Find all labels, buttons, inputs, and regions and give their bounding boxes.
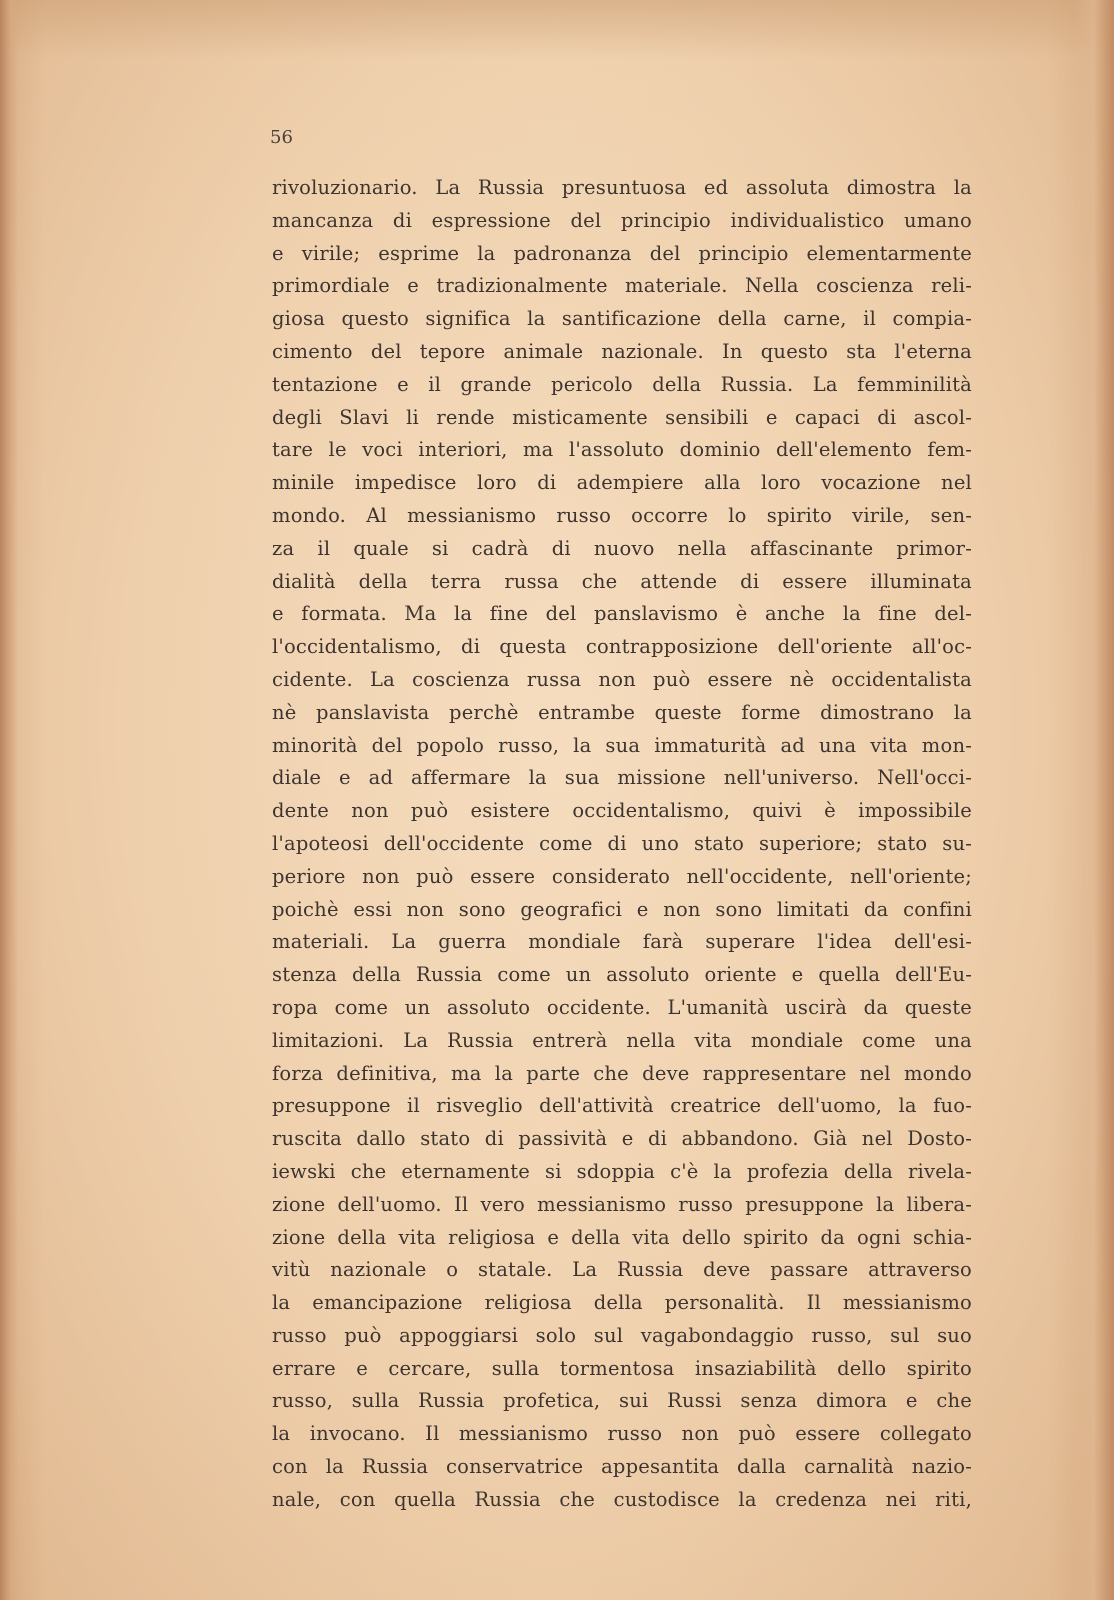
text-line: degli Slavi li rende misticamente sensibili e capaci di ascol- bbox=[272, 405, 972, 429]
text-line: cimento del tepore animale nazionale. In questo sta l'eterna bbox=[272, 339, 972, 363]
text-line: giosa questo significa la santificazione della carne, il compia- bbox=[272, 307, 972, 331]
page-number: 56 bbox=[270, 127, 293, 148]
text-line: dialità della terra russa che attende di essere illuminata bbox=[272, 569, 972, 593]
text-line: russo, sulla Russia profetica, sui Russi senza dimora e che bbox=[272, 1389, 972, 1413]
text-line: limitazioni. La Russia entrerà nella vita mondiale come una bbox=[272, 1028, 972, 1052]
text-line: l'apoteosi dell'occidente come di uno stato superiore; stato su- bbox=[272, 831, 972, 855]
text-line: dente non può esistere occidentalismo, quivi è impossibile bbox=[272, 799, 972, 823]
text-line: zione dell'uomo. Il vero messianismo russo presuppone la libera- bbox=[272, 1192, 972, 1216]
text-line: stenza della Russia come un assoluto oriente e quella dell'Eu- bbox=[272, 963, 972, 987]
text-line: e formata. Ma la fine del panslavismo è anche la fine del- bbox=[272, 602, 972, 626]
text-line: nè panslavista perchè entrambe queste forme dimostrano la bbox=[272, 700, 972, 724]
text-line: rivoluzionario. La Russia presuntuosa ed assoluta dimostra la bbox=[272, 176, 972, 199]
text-line: russo può appoggiarsi solo sul vagabondaggio russo, sul suo bbox=[272, 1323, 972, 1347]
text-line: la invocano. Il messianismo russo non può essere collegato bbox=[272, 1422, 972, 1446]
text-line: za il quale si cadrà di nuovo nella affascinante primor- bbox=[272, 536, 972, 560]
text-line: forza definitiva, ma la parte che deve rappresentare nel mondo bbox=[272, 1061, 972, 1085]
text-line: tentazione e il grande pericolo della Russia. La femminilità bbox=[272, 372, 972, 396]
page-right-edge bbox=[1074, 0, 1114, 1600]
text-line: materiali. La guerra mondiale farà superare l'idea dell'esi- bbox=[272, 930, 972, 954]
text-line: iewski che eternamente si sdoppia c'è la profezia della rivela- bbox=[272, 1159, 972, 1183]
text-line: e virile; esprime la padronanza del principio elementarmente bbox=[272, 241, 972, 265]
text-line: l'occidentalismo, di questa contrapposizione dell'oriente all'oc- bbox=[272, 635, 972, 659]
text-line: minile impedisce loro di adempiere alla loro vocazione nel bbox=[272, 471, 972, 495]
text-line: ropa come un assoluto occidente. L'umanità uscirà da queste bbox=[272, 995, 972, 1019]
text-line: la emancipazione religiosa della personalità. Il messianismo bbox=[272, 1291, 972, 1315]
text-line: ruscita dallo stato di passività e di abbandono. Già nel Dosto- bbox=[272, 1127, 972, 1151]
text-line: diale e ad affermare la sua missione nell'universo. Nell'occi- bbox=[272, 766, 972, 790]
text-line: con la Russia conservatrice appesantita dalla carnalità nazio- bbox=[272, 1455, 972, 1479]
page-left-edge bbox=[0, 0, 18, 1600]
text-line: mancanza di espressione del principio individualistico umano bbox=[272, 208, 972, 232]
text-line: vitù nazionale o statale. La Russia deve passare attraverso bbox=[272, 1258, 972, 1282]
text-line: presuppone il risveglio dell'attività creatrice dell'uomo, la fuo- bbox=[272, 1094, 972, 1118]
text-line: poichè essi non sono geografici e non sono limitati da confini bbox=[272, 897, 972, 921]
text-line: tare le voci interiori, ma l'assoluto dominio dell'elemento fem- bbox=[272, 438, 972, 462]
text-line: primordiale e tradizionalmente materiale. Nella coscienza reli- bbox=[272, 274, 972, 298]
text-line: nale, con quella Russia che custodisce la credenza nei riti, bbox=[272, 1487, 972, 1511]
page-top-shadow bbox=[0, 0, 1114, 60]
text-line: zione della vita religiosa e della vita dello spirito da ogni schia- bbox=[272, 1225, 972, 1249]
text-line: mondo. Al messianismo russo occorre lo spirito virile, sen- bbox=[272, 503, 972, 527]
text-line: minorità del popolo russo, la sua immaturità ad una vita mon- bbox=[272, 733, 972, 757]
text-line: cidente. La coscienza russa non può essere nè occidentalista bbox=[272, 667, 972, 691]
text-line: errare e cercare, sulla tormentosa insaziabilità dello spirito bbox=[272, 1356, 972, 1380]
body-text bbox=[272, 172, 972, 1517]
text-line: periore non può essere considerato nell'occidente, nell'oriente; bbox=[272, 864, 972, 888]
